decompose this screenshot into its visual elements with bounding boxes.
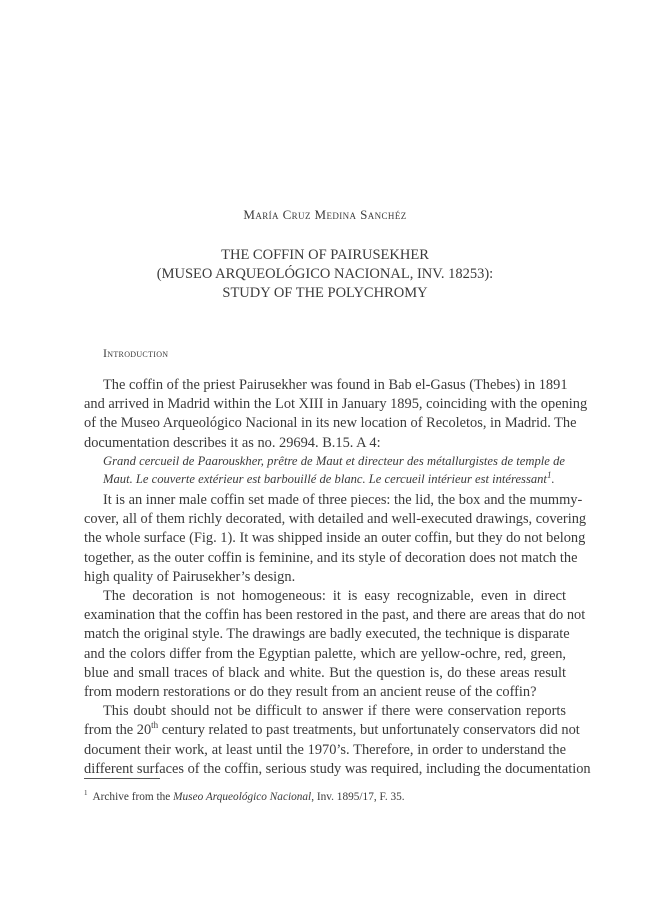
title-line: (MUSEO ARQUEOLÓGICO NACIONAL, INV. 18253): — [156, 266, 494, 282]
text-line: the whole surface (Fig. 1). It was shipped inside an outer coffin, but they do not belong — [84, 530, 586, 547]
footnote-text: , Inv. 1895/17, F. 35. — [311, 791, 405, 803]
text-line: The coffin of the priest Pairusekher was found in Bab el-Gasus (Thebes) in 1891 — [103, 377, 568, 393]
text-line: cover, all of them richly decorated, with detailed and well-executed drawings, covering — [84, 511, 587, 528]
title-line: THE COFFIN OF PAIRUSEKHER — [221, 247, 429, 263]
superscript: th — [151, 720, 159, 731]
text-line: blue and small traces of black and white. But the question is, do these areas result — [84, 664, 566, 681]
text-line: examination that the coffin has been restored in the past, and there are areas that do not — [84, 607, 586, 624]
text-line: match the original style. The drawings are badly executed, the technique is disparate — [84, 626, 570, 643]
text-line — [84, 720, 580, 740]
article-title — [0, 246, 650, 303]
footnote-reference: 1 — [546, 469, 552, 480]
author-name: María Cruz Medina Sanchéz — [243, 207, 407, 222]
footnote-italic-text: Museo Arqueológico Nacional — [173, 791, 312, 803]
text-line: and the colors differ from the Egyptian palette, which are yellow-ochre, red, green, — [84, 645, 566, 662]
text-fragment: century related to past treatments, but unfortunately conservators did not — [158, 722, 580, 739]
block-quote — [103, 453, 565, 488]
paragraph-2 — [84, 491, 591, 779]
quote-end: . — [551, 471, 555, 486]
footnote — [84, 791, 405, 803]
quote-text: Maut. Le couverte extérieur est barbouillé de blanc. Le cercueil intérieur est intéressant — [103, 471, 547, 486]
quote-line: Grand cercueil de Paarouskher, prêtre de Maut et directeur des métallurgistes de temple de — [103, 454, 565, 468]
footnote-separator — [84, 778, 160, 779]
text-line: together, as the outer coffin is feminine, and its style of decoration does not match the — [84, 549, 578, 566]
text-fragment: from the 20 — [84, 722, 152, 739]
text-line: high quality of Pairusekher’s design. — [84, 568, 296, 585]
text-line: of the Museo Arqueológico Nacional in its new location of Recoletos, in Madrid. The — [84, 415, 577, 432]
text-line: different surfaces of the coffin, serious study was required, including the documentation — [84, 760, 591, 777]
paragraph-1 — [84, 376, 588, 453]
text-line: documentation describes it as no. 29694. B.15. A 4: — [84, 434, 381, 451]
text-line: and arrived in Madrid within the Lot XIII in January 1895, coinciding with the opening — [84, 396, 588, 413]
quote-line — [103, 471, 565, 489]
text-line: from modern restorations or do they result from an ancient reuse of the coffin? — [84, 684, 537, 701]
text-line: document their work, at least until the 1970’s. Therefore, in order to understand the — [84, 741, 566, 758]
section-heading: Introduction — [103, 346, 169, 360]
text-line: This doubt should not be difficult to answer if there were conservation reports — [103, 703, 566, 720]
title-line: STUDY OF THE POLYCHROMY — [222, 285, 428, 301]
footnote-text: Archive from the — [92, 791, 174, 803]
footnote-mark: 1 — [84, 789, 88, 798]
text-line: The decoration is not homogeneous: it is easy recognizable, even in direct — [103, 588, 566, 605]
text-line: It is an inner male coffin set made of three pieces: the lid, the box and the mummy- — [103, 492, 583, 508]
